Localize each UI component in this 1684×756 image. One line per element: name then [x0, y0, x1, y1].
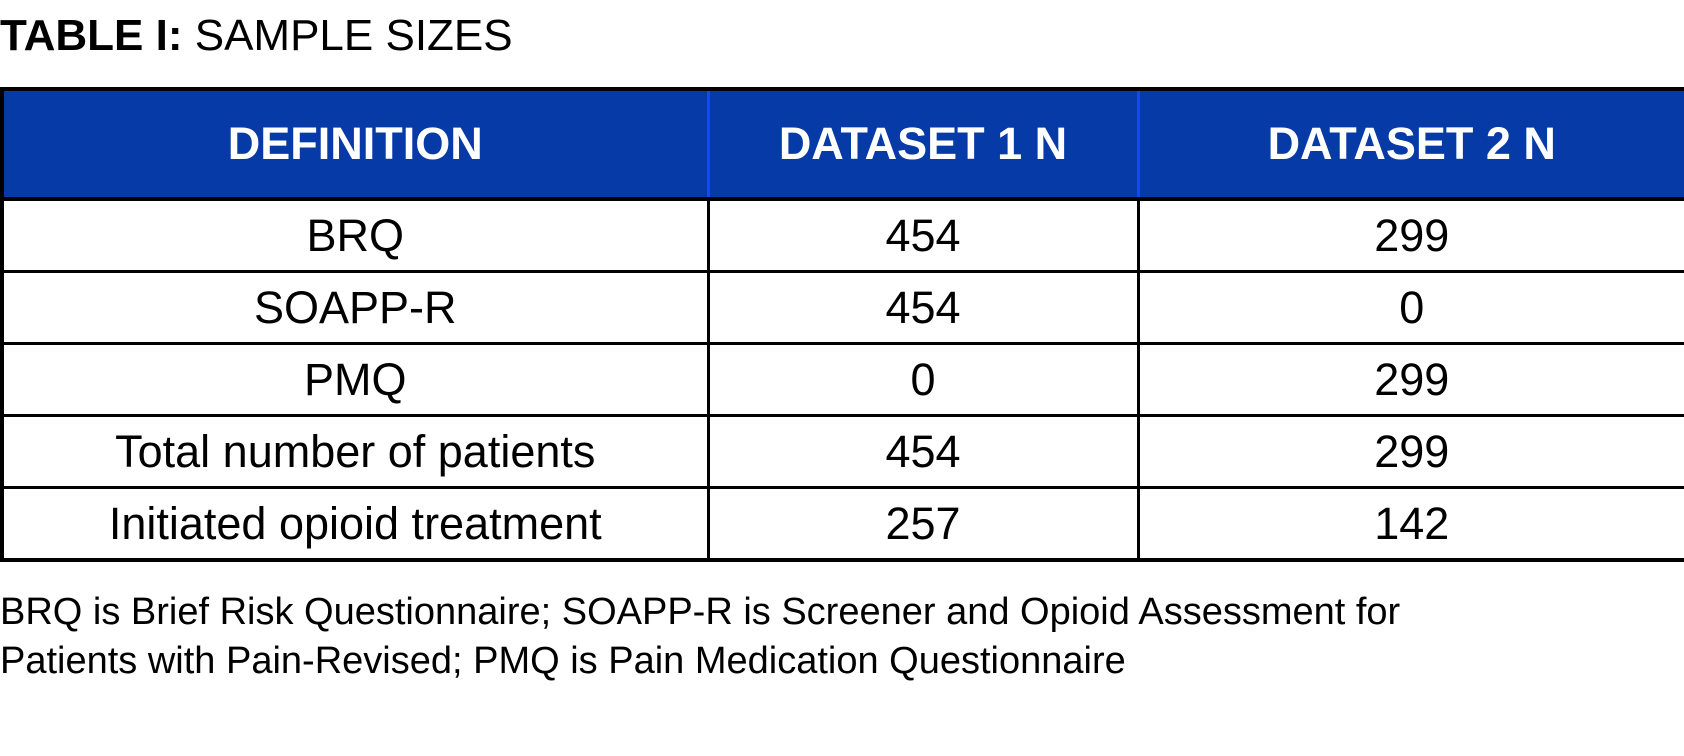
- cell-dataset-1-n: 454: [708, 199, 1138, 272]
- cell-dataset-1-n: 0: [708, 344, 1138, 416]
- cell-dataset-1-n: 257: [708, 488, 1138, 561]
- sample-sizes-table-wrapper: [0, 87, 1684, 562]
- sample-sizes-table: [0, 87, 1684, 562]
- cell-definition: SOAPP-R: [2, 272, 708, 344]
- cell-dataset-2-n: 299: [1138, 416, 1684, 488]
- table-row: [2, 416, 1684, 488]
- table-body: [2, 199, 1684, 560]
- cell-definition: Initiated opioid treatment: [2, 488, 708, 561]
- cell-dataset-1-n: 454: [708, 272, 1138, 344]
- table-row: [2, 272, 1684, 344]
- table-row: [2, 344, 1684, 416]
- table-footnote: [0, 588, 1684, 686]
- table-caption-label: TABLE I:: [0, 11, 183, 60]
- table-caption-text: SAMPLE SIZES: [194, 11, 513, 60]
- cell-dataset-2-n: 299: [1138, 199, 1684, 272]
- header-row: [2, 89, 1684, 199]
- cell-definition: BRQ: [2, 199, 708, 272]
- cell-dataset-2-n: 299: [1138, 344, 1684, 416]
- footnote-line-2: Patients with Pain-Revised; PMQ is Pain Medication Questionnaire: [0, 640, 1126, 682]
- footnote-line-1: BRQ is Brief Risk Questionnaire; SOAPP-R is Screener and Opioid Assessment for: [0, 591, 1401, 633]
- cell-dataset-2-n: 0: [1138, 272, 1684, 344]
- table-row: [2, 488, 1684, 561]
- header-dataset-2-n: DATASET 2 N: [1138, 89, 1684, 199]
- header-dataset-1-n: DATASET 1 N: [708, 89, 1138, 199]
- cell-definition: PMQ: [2, 344, 708, 416]
- table-caption: [0, 10, 513, 62]
- table-header: [2, 89, 1684, 199]
- table-row: [2, 199, 1684, 272]
- cell-dataset-1-n: 454: [708, 416, 1138, 488]
- cell-dataset-2-n: 142: [1138, 488, 1684, 561]
- header-definition: DEFINITION: [2, 89, 708, 199]
- cell-definition: Total number of patients: [2, 416, 708, 488]
